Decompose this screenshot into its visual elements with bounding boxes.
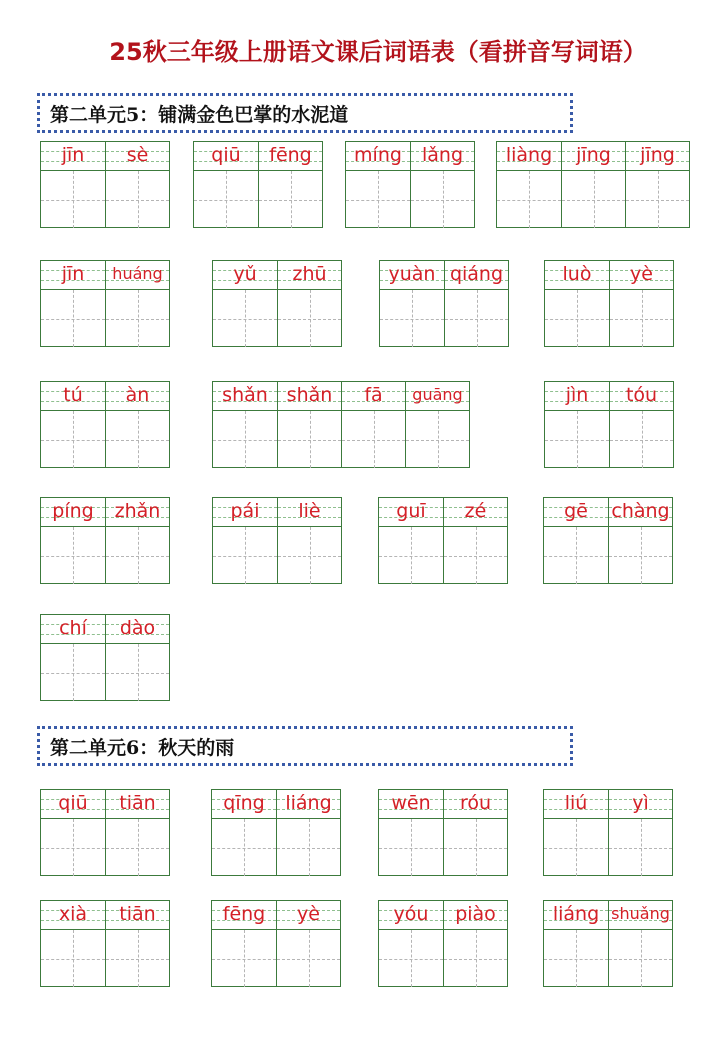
pinyin-line: dào [106,615,169,644]
character-cell[interactable] [608,498,672,583]
pinyin-line: qiáng [445,261,508,290]
character-cell[interactable] [277,382,341,467]
word-box [212,381,470,468]
word-box [544,260,674,347]
section-header-unit2-lesson6 [37,726,573,766]
pinyin-line: fēng [212,901,276,930]
writing-grid[interactable] [41,930,105,987]
word-box [345,141,475,228]
writing-grid[interactable] [562,171,625,228]
writing-grid[interactable] [106,171,169,228]
pinyin-line: liú [544,790,608,819]
character-cell[interactable] [544,790,608,875]
pinyin-line: fēng [259,142,322,171]
character-cell[interactable] [545,261,609,346]
word-box [40,497,170,584]
pinyin-line: píng [41,498,105,527]
character-cell[interactable] [212,901,276,986]
writing-grid[interactable] [609,819,672,876]
writing-grid[interactable] [41,819,105,876]
pinyin-line: shǎn [278,382,341,411]
writing-grid[interactable] [445,290,508,347]
writing-grid[interactable] [212,819,276,876]
writing-grid[interactable] [544,930,608,987]
writing-grid[interactable] [106,527,169,584]
pinyin-line: tiān [106,901,169,930]
writing-grid[interactable] [106,930,169,987]
word-box [40,789,170,876]
word-box [212,497,342,584]
pinyin-line: lǎng [411,142,474,171]
pinyin-line: àn [106,382,169,411]
writing-grid[interactable] [213,411,277,468]
character-cell[interactable] [341,382,405,467]
word-box [543,789,673,876]
writing-grid[interactable] [41,290,105,347]
character-cell[interactable] [212,790,276,875]
character-cell[interactable] [380,261,444,346]
character-cell[interactable] [443,498,507,583]
character-cell[interactable] [194,142,258,227]
writing-grid[interactable] [277,930,340,987]
pinyin-line: yóu [379,901,443,930]
character-cell[interactable] [213,498,277,583]
pinyin-line: qīng [212,790,276,819]
pinyin-line: yì [609,790,672,819]
character-cell[interactable] [379,498,443,583]
writing-grid[interactable] [545,411,609,468]
writing-grid[interactable] [212,930,276,987]
pinyin-line: yǔ [213,261,277,290]
character-cell[interactable] [544,901,608,986]
writing-grid[interactable] [626,171,689,228]
character-cell[interactable] [105,615,169,700]
writing-grid[interactable] [277,819,340,876]
pinyin-line: jīn [41,261,105,290]
writing-grid[interactable] [545,290,609,347]
character-cell[interactable] [625,142,689,227]
character-cell[interactable] [277,498,341,583]
pinyin-line: xià [41,901,105,930]
word-box [378,900,508,987]
writing-grid[interactable] [610,290,673,347]
character-cell[interactable] [277,261,341,346]
writing-grid[interactable] [106,644,169,701]
writing-grid[interactable] [213,527,277,584]
word-box [40,141,170,228]
pinyin-line: huáng [106,261,169,290]
writing-grid[interactable] [544,819,608,876]
pinyin-line: guāng [406,382,469,411]
character-cell[interactable] [41,142,105,227]
writing-grid[interactable] [259,171,322,228]
character-cell[interactable] [276,901,340,986]
word-box [379,260,509,347]
pinyin-line: zhū [278,261,341,290]
character-cell[interactable] [105,790,169,875]
writing-grid[interactable] [194,171,258,228]
pinyin-line: róu [444,790,507,819]
writing-grid[interactable] [379,527,443,584]
word-box [378,497,508,584]
word-box [543,497,673,584]
word-box [40,381,170,468]
word-box [544,381,674,468]
pinyin-line: míng [346,142,410,171]
section-title: 第二单元5：铺满金色巴掌的水泥道 [50,103,349,126]
character-cell[interactable] [410,142,474,227]
writing-grid[interactable] [544,527,608,584]
character-cell[interactable] [105,901,169,986]
character-cell[interactable] [105,498,169,583]
pinyin-line: tóu [610,382,673,411]
word-box [211,900,341,987]
pinyin-line: yuàn [380,261,444,290]
pinyin-line: qiū [41,790,105,819]
character-cell[interactable] [497,142,561,227]
character-cell[interactable] [105,142,169,227]
writing-grid[interactable] [380,290,444,347]
writing-grid[interactable] [278,290,341,347]
character-cell[interactable] [444,261,508,346]
pinyin-line: jīng [626,142,689,171]
pinyin-line: chàng [609,498,672,527]
writing-grid[interactable] [41,644,105,701]
writing-grid[interactable] [610,411,673,468]
character-cell[interactable] [213,261,277,346]
word-box [40,900,170,987]
page-title: 25秋三年级上册语文课后词语表（看拼音写词语） [109,38,647,66]
word-box [40,614,170,701]
writing-grid[interactable] [41,171,105,228]
character-cell[interactable] [609,382,673,467]
character-cell[interactable] [544,498,608,583]
character-cell[interactable] [346,142,410,227]
writing-grid[interactable] [609,930,672,987]
character-cell[interactable] [41,382,105,467]
pinyin-line: jìn [545,382,609,411]
writing-grid[interactable] [444,930,507,987]
character-cell[interactable] [41,261,105,346]
word-box [212,260,342,347]
character-cell[interactable] [41,498,105,583]
pinyin-line: jīng [562,142,625,171]
character-cell[interactable] [41,615,105,700]
writing-grid[interactable] [379,930,443,987]
character-cell[interactable] [105,382,169,467]
character-cell[interactable] [41,790,105,875]
character-cell[interactable] [405,382,469,467]
pinyin-line: tú [41,382,105,411]
character-cell[interactable] [379,901,443,986]
pinyin-line: liè [278,498,341,527]
pinyin-line: gē [544,498,608,527]
word-box [496,141,690,228]
writing-grid[interactable] [609,527,672,584]
pinyin-line: sè [106,142,169,171]
character-cell[interactable] [276,790,340,875]
character-cell[interactable] [545,382,609,467]
pinyin-line: piào [444,901,507,930]
pinyin-line: liáng [277,790,340,819]
word-box [543,900,673,987]
pinyin-line: qiū [194,142,258,171]
character-cell[interactable] [213,382,277,467]
word-box [378,789,508,876]
writing-grid[interactable] [346,171,410,228]
pinyin-line: yè [610,261,673,290]
writing-grid[interactable] [213,290,277,347]
pinyin-line: liáng [544,901,608,930]
pinyin-line: shǎn [213,382,277,411]
section-title: 第二单元6：秋天的雨 [50,736,235,759]
writing-grid[interactable] [106,290,169,347]
pinyin-line: tiān [106,790,169,819]
writing-grid[interactable] [406,411,469,468]
word-box [193,141,323,228]
writing-grid[interactable] [278,411,341,468]
character-cell[interactable] [609,261,673,346]
character-cell[interactable] [443,901,507,986]
pinyin-line: shuǎng [609,901,672,930]
writing-grid[interactable] [278,527,341,584]
writing-grid[interactable] [41,411,105,468]
pinyin-line: zhǎn [106,498,169,527]
pinyin-line: guī [379,498,443,527]
character-cell[interactable] [258,142,322,227]
writing-grid[interactable] [444,819,507,876]
writing-grid[interactable] [342,411,405,468]
pinyin-line: luò [545,261,609,290]
pinyin-line: zé [444,498,507,527]
character-cell[interactable] [443,790,507,875]
word-box [211,789,341,876]
character-cell[interactable] [105,261,169,346]
character-cell[interactable] [379,790,443,875]
writing-grid[interactable] [444,527,507,584]
pinyin-line: chí [41,615,105,644]
character-cell[interactable] [41,901,105,986]
word-box [40,260,170,347]
pinyin-line: liàng [497,142,561,171]
character-cell[interactable] [608,790,672,875]
pinyin-line: pái [213,498,277,527]
section-header-unit2-lesson5 [37,93,573,133]
pinyin-line: wēn [379,790,443,819]
writing-grid[interactable] [41,527,105,584]
character-cell[interactable] [608,901,672,986]
writing-grid[interactable] [106,819,169,876]
pinyin-line: yè [277,901,340,930]
character-cell[interactable] [561,142,625,227]
writing-grid[interactable] [379,819,443,876]
writing-grid[interactable] [497,171,561,228]
writing-grid[interactable] [411,171,474,228]
pinyin-line: fā [342,382,405,411]
pinyin-line: jīn [41,142,105,171]
writing-grid[interactable] [106,411,169,468]
